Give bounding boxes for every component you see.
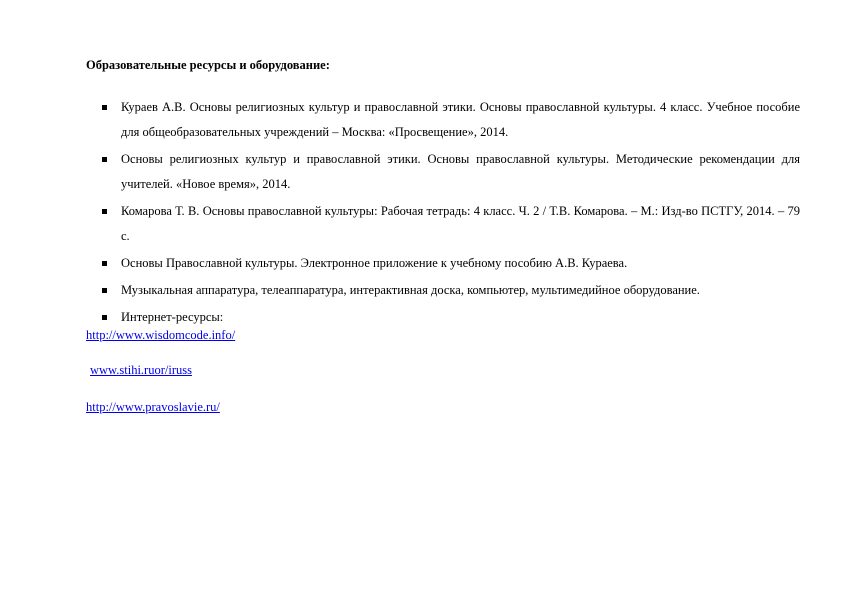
square-bullet-icon <box>102 315 107 320</box>
square-bullet-icon <box>102 157 107 162</box>
list-item-text: Кураев А.В. Основы религиозных культур и православной этики. Основы православной культуры. 4 класс. Учебное пособие для общеобразовательных учреждений – Москва: «Просвещение», 2014. <box>121 100 800 139</box>
link-wisdomcode[interactable]: http://www.wisdomcode.info/ <box>86 328 236 342</box>
list-item <box>100 251 800 276</box>
link-stihi[interactable]: www.stihi.ruor/iruss <box>90 363 192 377</box>
list-item <box>100 147 800 197</box>
list-item-text: Основы религиозных культур и православной этики. Основы православной культуры. Методические рекомендации для учителей. «Новое время», 2014. <box>121 152 800 191</box>
list-item-text: Музыкальная аппаратура, телеаппаратура, интерактивная доска, компьютер, мультимедийное оборудование. <box>121 283 700 297</box>
list-item-text: Комарова Т. В. Основы православной культуры: Рабочая тетрадь: 4 класс. Ч. 2 / Т.В. Комарова. – М.: Изд-во ПСТГУ, 2014. – 79 с. <box>121 204 800 243</box>
square-bullet-icon <box>102 209 107 214</box>
list-item <box>100 199 800 249</box>
list-item <box>100 95 800 145</box>
section-heading: Образовательные ресурсы и оборудование: <box>86 58 330 72</box>
square-bullet-icon <box>102 288 107 293</box>
list-item-text: Интернет-ресурсы: <box>121 310 224 324</box>
link-pravoslavie[interactable]: http://www.pravoslavie.ru/ <box>86 400 220 414</box>
list-item <box>100 278 800 303</box>
list-item-text: Основы Православной культуры. Электронное приложение к учебному пособию А.В. Кураева. <box>121 256 628 270</box>
square-bullet-icon <box>102 105 107 110</box>
resources-list <box>100 95 800 330</box>
square-bullet-icon <box>102 261 107 266</box>
